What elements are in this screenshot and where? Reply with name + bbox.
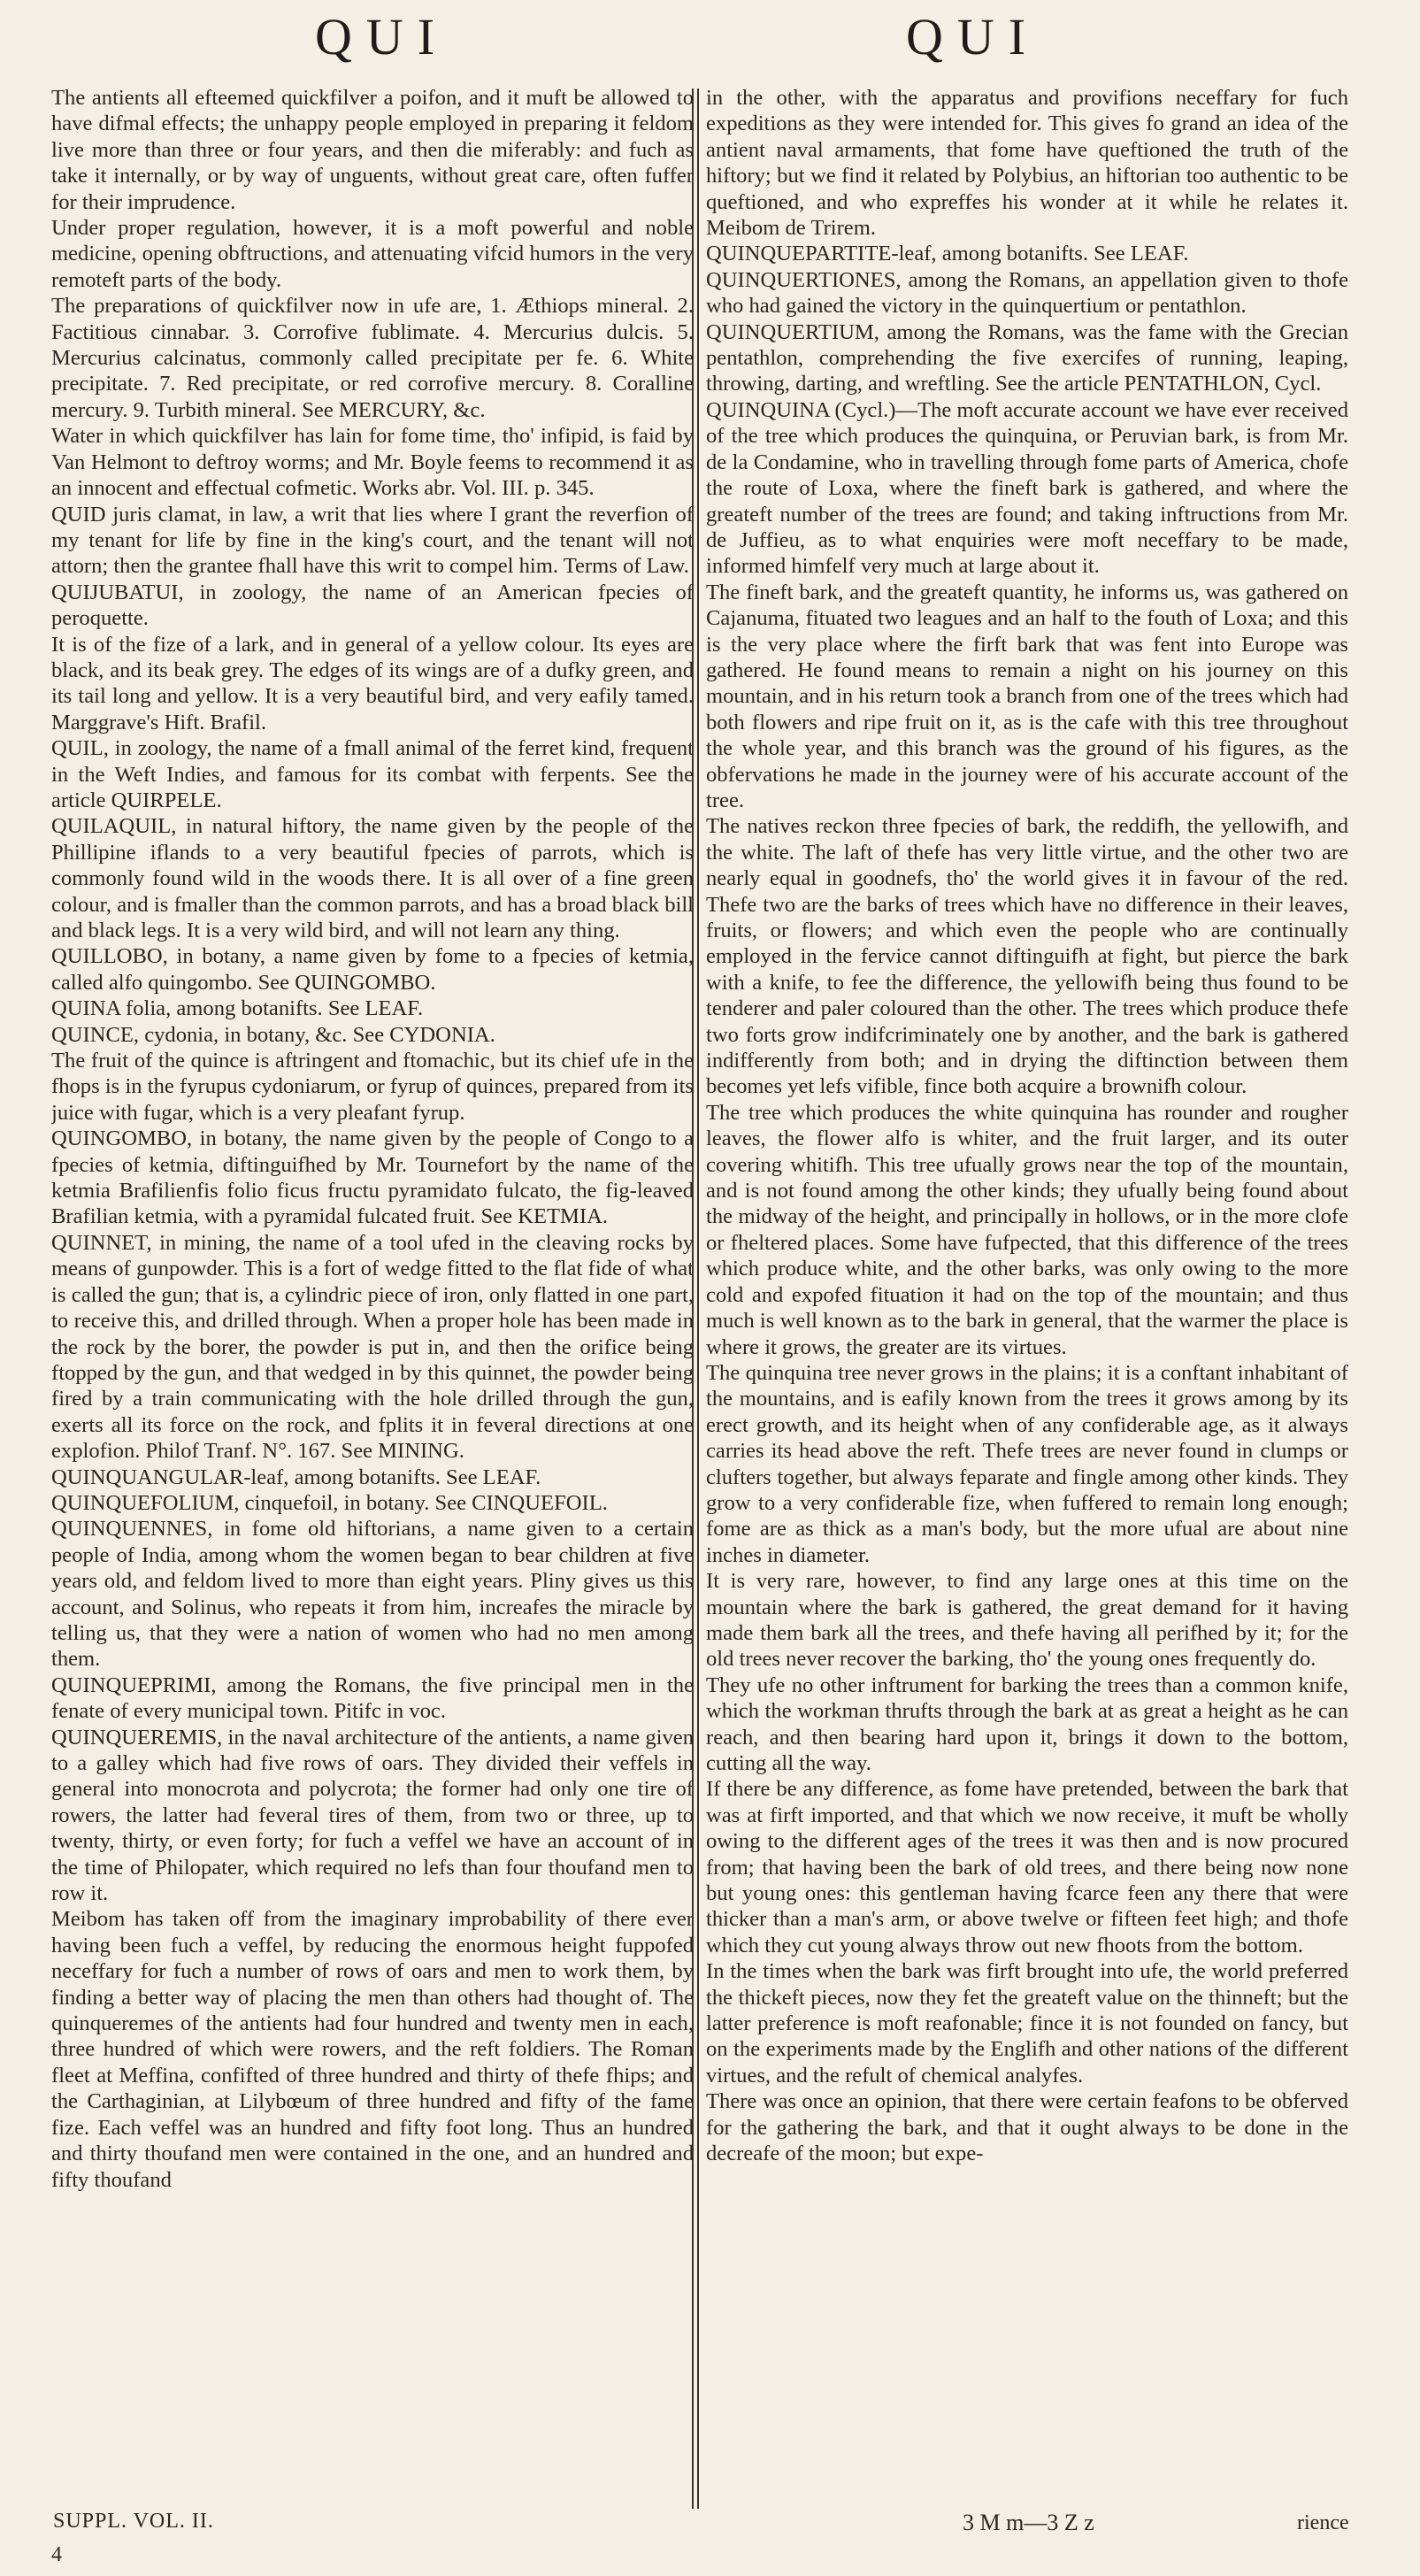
paragraph: QUINA folia, among botanifts. See LEAF. <box>51 996 424 1021</box>
paragraph: It is very rare, however, to find any large ones at this time on the mountain where the bark is gathered, the great demand for it having made them bark all the trees, and thefe having all perifhed by it; for the old trees never recover the barking, tho' the young ones frequently do. <box>706 1569 1348 1672</box>
paragraph: The tree which produces the white quinquina has rounder and rougher leaves, the flower alfo is whiter, and the fruit larger, and its outer covering whitifh. This tree ufually grows near the top of the mountain, and is not found among the other kinds; they ufually being found about the midway of the height, and principally in hollows, or in the more clofe or fheltered places. Some have fufpected, that this difference of the trees which produce white, and the other barks, was only owing to the more cold and expofed fituation it had on the top of the mountain; and thus much is well known as to the bark in general, that the warmer the place is where it grows, the greater are its virtues. <box>706 1100 1348 1359</box>
paragraph: QUINNET, in mining, the name of a tool ufed in the cleaving rocks by means of gunpowder. This is a fort of wedge fitted to the flat fide of what is called the gun; that is, a cylindric piece of iron, only flatted in one part, to receive this, and drilled through. When a proper hole has been made in the rock by the borer, the powder is put in, and then the orifice being ftopped by the gun, and that wedged in by this quinnet, the powder being fired by a train communicating with the hole drilled through the gun, exerts all its force on the rock, and fplits it in feveral directions at one explofion. Philof Tranf. N°. 167. See MINING. <box>51 1230 694 1464</box>
volume-signature: SUPPL. VOL. II. <box>53 2510 214 2533</box>
paragraph: The quinquina tree never grows in the plains; it is a conftant inhabitant of the mountains, and is eafily known from the trees it grows among by its erect growth, and its height when of any confiderable age, as it always carries its head above the reft. Thefe trees are never found in clumps or clufters together, but always feparate and fingle among other kinds. They grow to a very confiderable fize, when fuffered to remain long enough; fome are as thick as a man's body, but the more ufual are about nine inches in diameter. <box>706 1360 1348 1567</box>
paragraph: QUIL, in zoology, the name of a fmall animal of the ferret kind, frequent in the Weft Indies, and famous for its combat with ferpents. See the article QUIRPELE. <box>51 736 694 812</box>
paragraph: The fruit of the quince is aftringent and ftomachic, but its chief ufe in the fhops is in the fyrupus cydoniarum, or fyrup of quinces, prepared from its juice with fugar, which is a very pleafant fyrup. <box>51 1049 694 1125</box>
paragraph: The fineft bark, and the greateft quantity, he informs us, was gathered on Cajanuma, fituated two leagues and an half to the fouth of Loxa; and this is the very place where the firft bark that was fent into Europe was gathered. He found means to remain a night on his journey on this mountain, and in his return took a branch from one of the trees which had both flowers and ripe fruit on it, as is the cafe with this tree throughout the whole year, and this branch was the ground of his figures, as the obfervations he made in the journey were of his accurate account of the tree. <box>706 580 1348 812</box>
paragraph: Water in which quickfilver has lain for fome time, tho' infipid, is faid by Van Helmont to deftroy worms; and Mr. Boyle feems to recommend it as an innocent and effectual cofmetic. Works abr. Vol. III. p. 345. <box>51 424 694 501</box>
paragraph: QUILAQUIL, in natural hiftory, the name given by the people of the Phillipine iflands to a very beautiful fpecies of parrots, which is commonly found wild in the woods there. It is all over of a fine green colour, and is fmaller than the common parrots, and has a broad black bill and black legs. It is a very wild bird, and will not learn any thing. <box>51 814 694 942</box>
paragraph: QUILLOBO, in botany, a name given by fome to a fpecies of ketmia, called alfo quingombo. See QUINGOMBO. <box>51 944 694 995</box>
paragraph: QUINQUANGULAR-leaf, among botanifts. See LEAF. <box>51 1465 541 1489</box>
paragraph: QUINQUEPRIMI, among the Romans, the five principal men in the fenate of every municipal town. Pitifc in voc. <box>51 1672 694 1724</box>
right-column <box>706 85 1348 2521</box>
paragraph: Under proper regulation, however, it is a moft powerful and noble medicine, opening obftructions, and attenuating vifcid humors in the very remoteft parts of the body. <box>51 216 694 292</box>
catchword: rience <box>1297 2511 1349 2534</box>
paragraph: The antients all efteemed quickfilver a poifon, and it muft be allowed to have difmal effects; the unhappy people employed in preparing it feldom live more than three or four years, and then die miferably: and fuch as take it internally, or by way of unguents, without great care, often fuffer for their imprudence. <box>51 86 694 214</box>
paragraph: If there be any difference, as fome have pretended, between the bark that was at firft imported, and that which we now receive, it muft be wholly owing to the different ages of the trees it was then and is now procured from; that having been the bark of old trees, and there being now none but young ones: this gentleman having fcarce feen any there that were thicker than a man's arm, or above twelve or fifteen feet high; and thofe which they cut young always throw out new fhoots from the bottom. <box>706 1777 1348 1957</box>
page-number: 4 <box>51 2543 62 2566</box>
paragraph: QUIJUBATUI, in zoology, the name of an American fpecies of peroquette. <box>51 580 694 631</box>
gathering-signature: 3 M m—3 Z z <box>963 2510 1094 2535</box>
paragraph: The preparations of quickfilver now in ufe are, 1. Æthiops mineral. 2. Factitious cinnabar. 3. Corrofive fublimate. 4. Mercurius dulcis. 5. Mercurius calcinatus, commonly called precipitate per fe. 6. White precipitate. 7. Red precipitate, or red corrofive mercury. 8. Coralline mercury. 9. Turbith mineral. See MERCURY, &c. <box>51 294 694 422</box>
left-column <box>51 85 694 2521</box>
paragraph: QUINQUENNES, in fome old hiftorians, a name given to a certain people of India, among whom the women began to bear children at five years old, and feldom lived to more than eight years. Pliny gives us this account, and Solinus, who repeats it from him, increafes the miracle by telling us, that they were a nation of women who had no men among them. <box>51 1517 694 1672</box>
paragraph: QUINGOMBO, in botany, the name given by the people of Congo to a fpecies of ketmia, diftinguifhed by Mr. Tournefort by the name of the ketmia Brafilienfis folio ficus fructu pyramidato fulcato, the fig-leaved Brafilian ketmia, with a pyramidal fulcated fruit. See KETMIA. <box>51 1127 694 1229</box>
paragraph: It is of the fize of a lark, and in general of a yellow colour. Its eyes are black, and its beak grey. The edges of its wings are of a dufky green, and its tail long and yellow. It is a very beautiful bird, and very eafily tamed. Marggrave's Hift. Brafil. <box>51 632 694 734</box>
paragraph: There was once an opinion, that there were certain feafons to be obferved for the gathering the bark, and that it ought always to be done in the decreafe of the moon; but expe- <box>706 2089 1348 2166</box>
paragraph: QUINQUEFOLIUM, cinquefoil, in botany. See CINQUEFOIL. <box>51 1490 608 1515</box>
paragraph: in the other, with the apparatus and provifions neceffary for fuch expeditions as they were intended for. This gives fo grand an idea of the antient naval armaments, that fome have queftioned the truth of the hiftory; but we find it related by Polybius, an hiftorian too authentic to be queftioned, and who expreffes his wonder at it while he relates it. Meibom de Trirem. <box>706 86 1348 241</box>
paragraph: Meibom has taken off from the imaginary improbability of there ever having been fuch a veffel, by reducing the enormous height fuppofed neceffary for fuch a number of rows of oars and men to work them, by finding a better way of placing the men than others had thought of. The quinqueremes of the antients had four hundred and twenty men in each, three hundred of which were rowers, and the reft foldiers. The Roman fleet at Meffina, confifted of three hundred and thirty of thefe fhips; and the Carthaginian, at Lilybœum of three hundred and fifty of the fame fize. Each veffel was an hundred and fifty foot long. Thus an hundred and thirty thoufand men were contained in the one, and an hundred and fifty thoufand <box>51 1907 694 2192</box>
paragraph: QUINQUINA (Cycl.)—The moft accurate account we have ever received of the tree which produces the quinquina, or Peruvian bark, is from Mr. de la Condamine, who in travelling through fome parts of America, chofe the route of Loxa, where the fineft bark is gathered, and where the greateft number of the trees are found; and taking inftructions from Mr. de Juffieu, as to what enquiries were moft neceffary to be made, informed himfelf very much at large about it. <box>706 397 1348 579</box>
paragraph: QUINQUEPARTITE-leaf, among botanifts. See LEAF. <box>706 242 1189 266</box>
running-head-right: QUI <box>906 8 1040 65</box>
column-rule <box>697 88 699 2509</box>
paragraph: They ufe no other inftrument for barking the trees than a common knife, which the workman thrufts through the bark at as great a height as he can reach, and then bearing hard upon it, brings it down to the bottom, cutting all the way. <box>706 1672 1348 1775</box>
paragraph: QUID juris clamat, in law, a writ that lies where I grant the reverfion of my tenant for life by fine in the king's court, and the tenant will not attorn; then the grantee fhall have this writ to compel him. Terms of Law. <box>51 502 694 579</box>
paragraph: The natives reckon three fpecies of bark, the reddifh, the yellowifh, and the white. The laft of thefe has very little virtue, and the other two are nearly equal in goodnefs, tho' the world gives it in favour of the red. Thefe two are the barks of trees which have no difference in their leaves, fruits, or flowers; and which even the people who are continually employed in the fervice cannot diftinguifh at fight, but pierce the bark with a knife, to fee the difference, the yellowifh being thus found to be tenderer and paler coloured than the other. The trees which produce thefe two forts grow indifcriminately one by another, and the bark is gathered indifferently from both; and in drying the diftinction between them becomes yet lefs vifible, fince both acquire a brownifh colour. <box>706 814 1348 1099</box>
paragraph: QUINQUEREMIS, in the naval architecture of the antients, a name given to a galley which had five rows of oars. They divided their veffels in general into monocrota and polycrota; the former had only one tire of rowers, the latter had feveral tires of them, from two or three, up to twenty, thirty, or even forty; for fuch a veffel we have an account of in the time of Philopater, which required no lefs than four thoufand men to row it. <box>51 1725 694 1906</box>
paragraph: QUINCE, cydonia, in botany, &c. See CYDONIA. <box>51 1022 495 1047</box>
running-head-left: QUI <box>315 8 449 65</box>
paragraph: QUINQUERTIONES, among the Romans, an appellation given to thofe who had gained the victory in the quinquertium or pentathlon. <box>706 267 1348 319</box>
paragraph: In the times when the bark was firft brought into ufe, the world preferred the thickeft pieces, now they fet the greateft value on the thinneft; but the latter preference is moft reafonable; fince it is not founded on fancy, but on the experiments made by the Englifh and other nations of the different virtues, and the refult of chemical analyfes. <box>706 1959 1348 2088</box>
paragraph: QUINQUERTIUM, among the Romans, was the fame with the Grecian pentathlon, comprehending the five exercifes of running, leaping, throwing, darting, and wreftling. See the article PENTATHLON, Cycl. <box>706 319 1348 396</box>
